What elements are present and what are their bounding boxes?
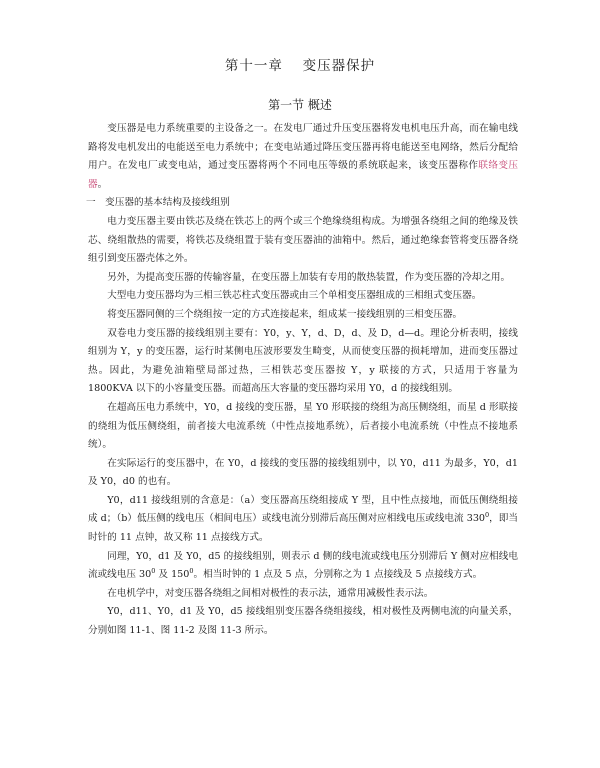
section-title: 第一节 概述 — [268, 98, 332, 112]
paragraph: 在电机学中，对变压器各绕组之间相对极性的表示法，通常用减极性表示法。 — [107, 587, 434, 599]
paragraph: 变压器是电力系统重要的主设备之一。在发电厂通过升压变压器将发电机电压升高，而在输电线路将发电机发出的电能送至电力系统中；在变电站通过降压变压器再将电能送至电网络，然后分配给用户。在发电厂或变电站，通过变压器将两个不同电压等级的系统联起来，该变压器称作联络变压器。 — [88, 123, 519, 190]
paragraph: Y0，d11 接线组别的含意是：（a）变压器高压绕组接成 Y 型，且中性点接地，而低压侧绕组接成 d；（b）低压侧的线电压（相间电压）或线电流分别滞后高压侧对应相线电压或线电流 $330^0$，即当时针的 11 点钟，故又称 11 点接线方式。 — [88, 494, 518, 544]
paragraph: 同理，Y0，d1 及 Y0，d5 的接线组别，则表示 d 侧的线电流或线电压分别滞后 Y 侧对应相线电流或线电压 $30^0$ 及 $150^0$。相当时钟的 1 点及 5 点，分别称之为 1 点接线及 5 点接线方式。 — [88, 550, 518, 581]
paragraph: 电力变压器主要由铁芯及绕在铁芯上的两个或三个绝缘绕组构成。为增强各绕组之间的绝缘及铁芯、绕组散热的需要，将铁芯及绕组置于装有变压器油的油箱中。然后，通过绝缘套管将变压器各绕组引到变压器壳体之外。 — [88, 215, 518, 265]
link-liaison-transformer[interactable]: 联络变压器 — [88, 160, 519, 190]
paragraph: Y0，d11、Y0，d1 及 Y0，d5 接线组别变压器各绕组接线，相对极性及两侧电流的向量关系，分别如图 11-1、图 11-2 及图 11-3 所示。 — [88, 606, 518, 637]
paragraph: 在超高压电力系统中，Y0，d 接线的变压器，星 Y0 形联接的绕组为高压侧绕组，而星 d 形联接的绕组为低压侧绕组，前者接大电流系统（中性点接地系统），后者接小电流系统（中性点不接地系统）。 — [88, 401, 518, 451]
subheading: 一 变压器的基本结构及接线组别 — [86, 197, 230, 209]
paragraph: 将变压器同侧的三个绕组按一定的方式连接起来，组成某一接线组别的三相变压器。 — [107, 308, 463, 320]
paragraph: 另外，为提高变压器的传输容量，在变压器上加装有专用的散热装置，作为变压器的冷却之用。 — [107, 271, 511, 283]
paragraph: 双卷电力变压器的接线组别主要有：Y0，y、Y，d、D，d、及 D，d—d。理论分析表明，接线组别为 Y，y 的变压器，运行时某侧电压波形要发生畸变，从而使变压器的损耗增加，进而变压器过热。因此，为避免油箱壁局部过热，三相铁芯变压器按 Y，y 联接的方式，只适用于容量为 1800KVA 以下的小容量变压器。而超高压大容量的变压器均采用 Y0，d 的接线组别。 — [88, 327, 518, 395]
body-text — [88, 120, 518, 641]
paragraph: 在实际运行的变压器中，在 Y0，d 接线的变压器的接线组别中，以 Y0，d11 为最多，Y0，d1 及 Y0，d0 的也有。 — [88, 457, 518, 488]
paragraph: 大型电力变压器均为三相三铁芯柱式变压器或由三个单相变压器组成的三相组式变压器。 — [107, 290, 482, 302]
chapter-title: 第十一章 变压器保护 — [224, 58, 376, 74]
